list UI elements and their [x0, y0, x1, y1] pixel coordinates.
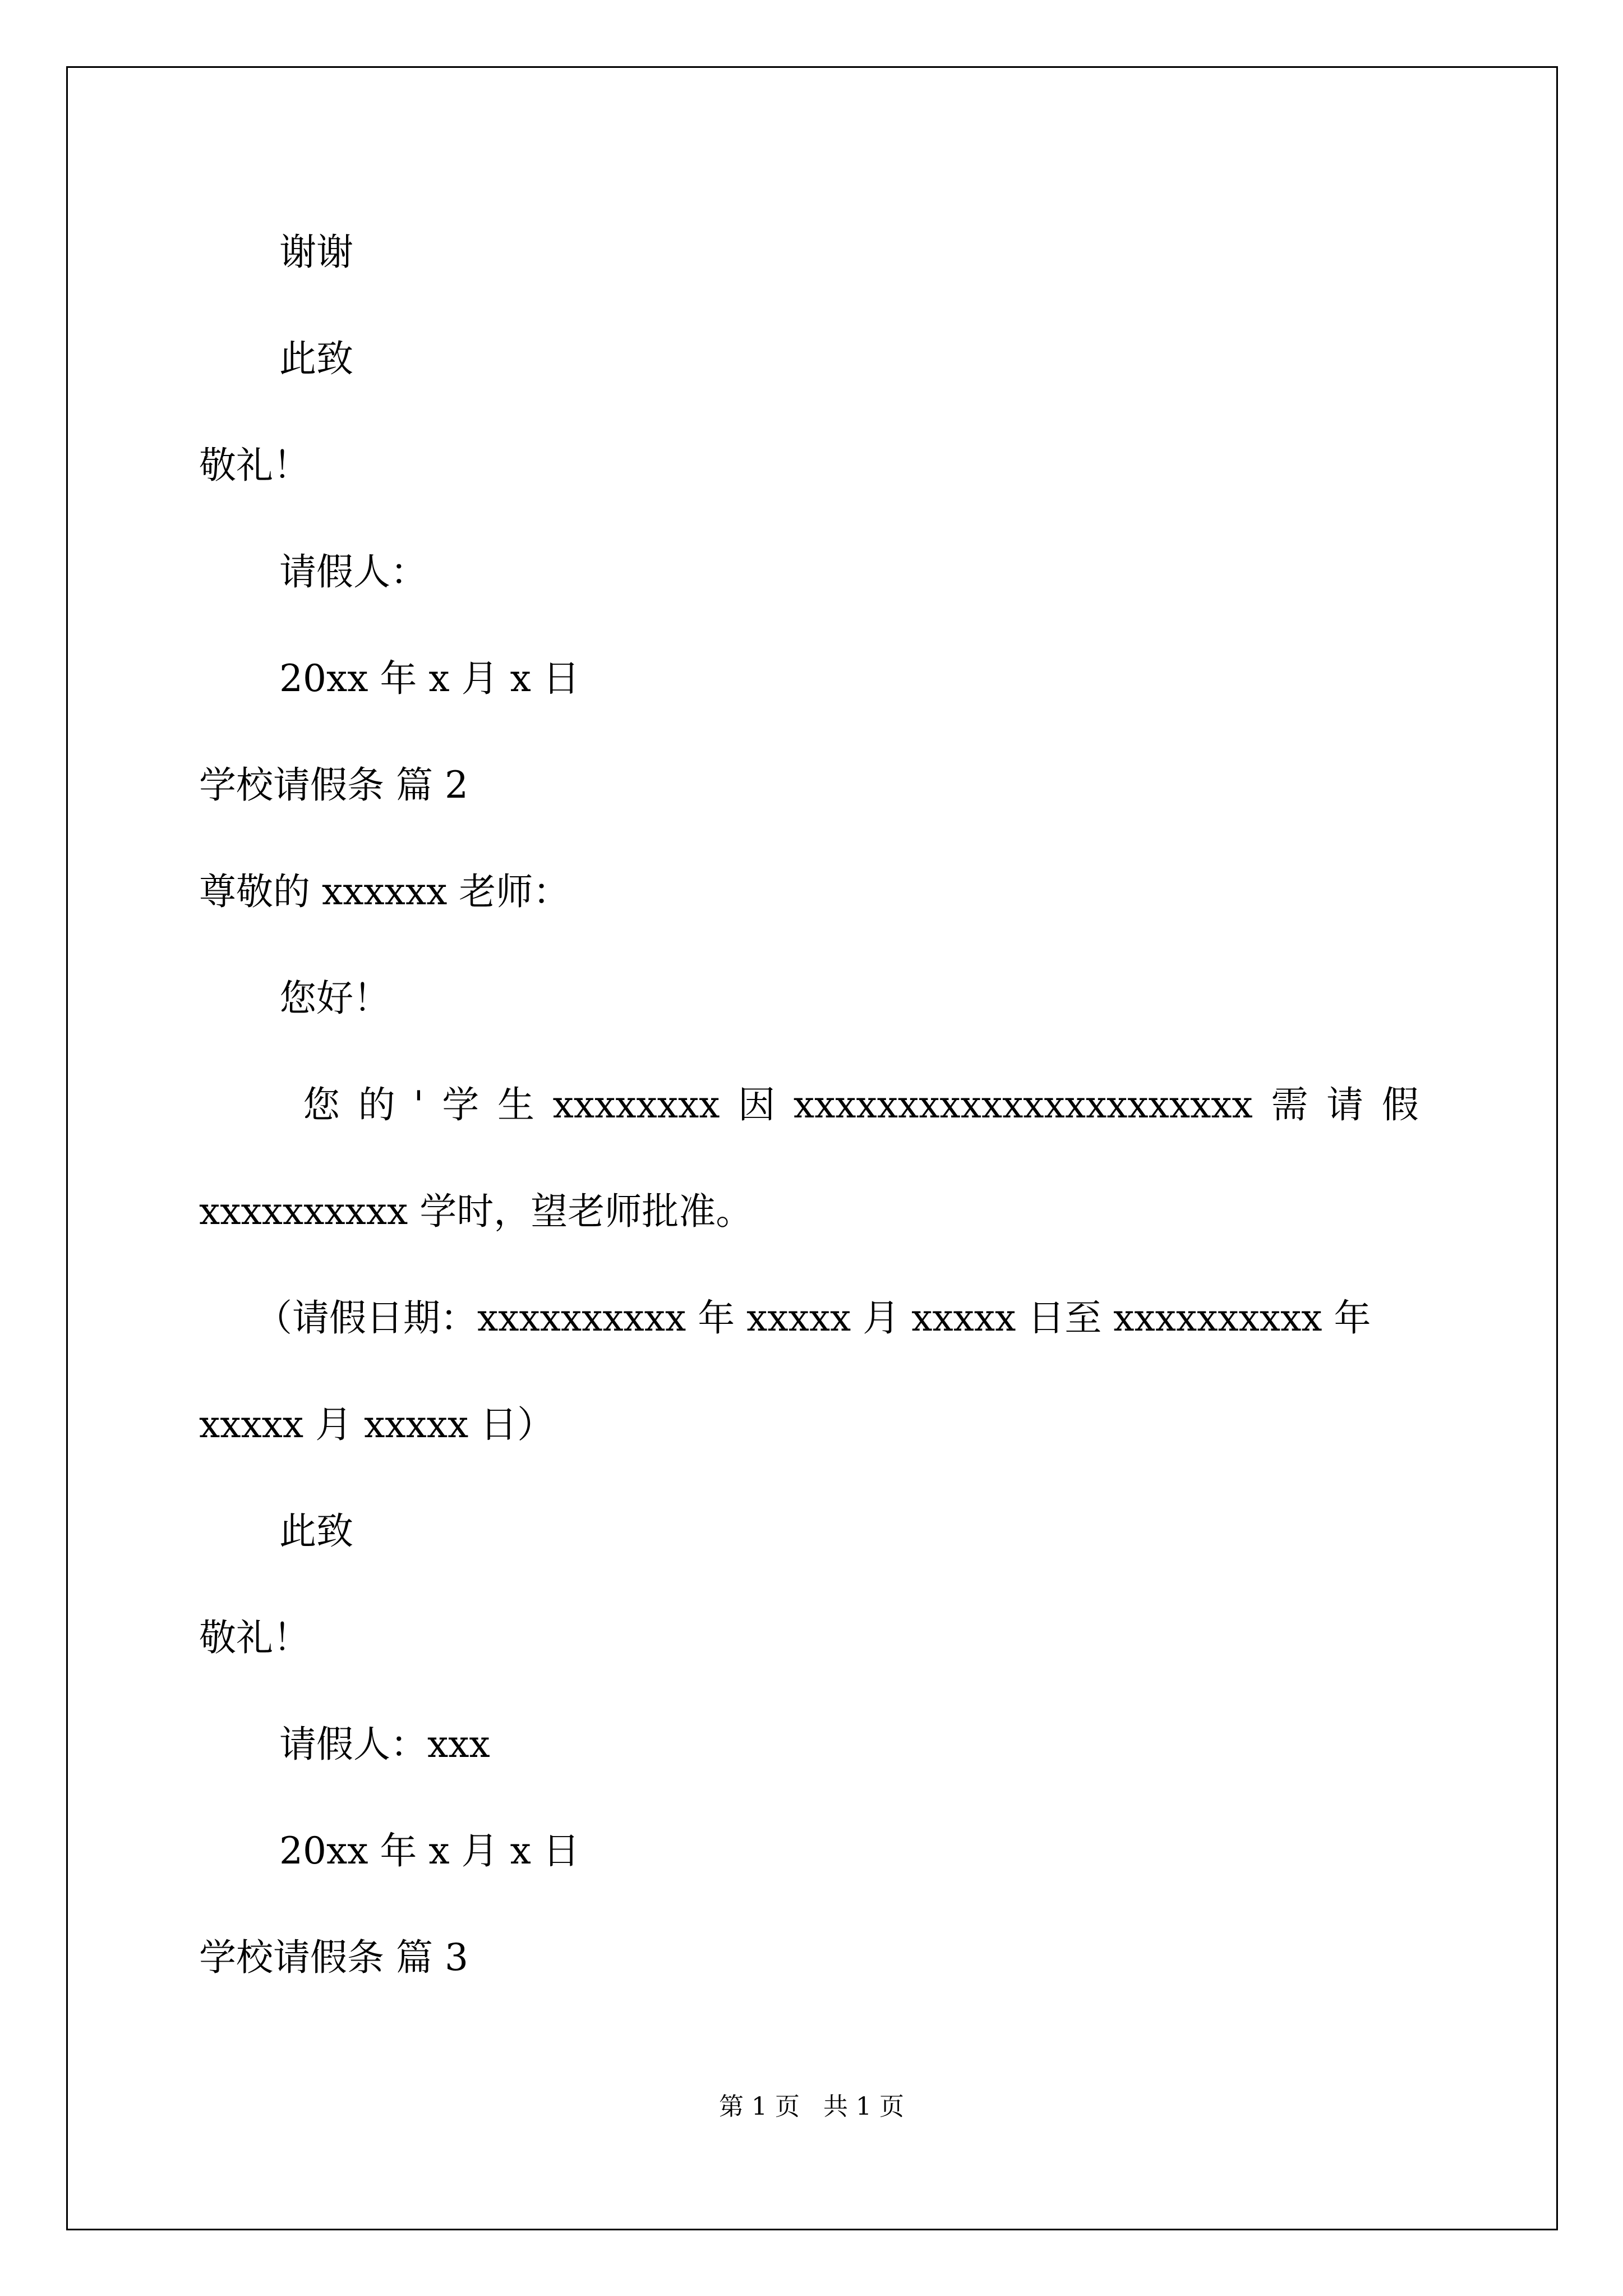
salutation: 尊敬的 xxxxxx 老师： [199, 870, 570, 913]
word: 因 [738, 1083, 776, 1126]
date-line: 20xx 年 x 月 x 日 [279, 657, 580, 700]
body-line: xxxxx 月 xxxxx 日） [199, 1403, 555, 1446]
word: 的 [358, 1083, 395, 1126]
date-line: 20xx 年 x 月 x 日 [279, 1829, 580, 1872]
word: 学 [442, 1083, 479, 1126]
text-line: 敬礼！ [199, 444, 310, 487]
section-heading: 学校请假条 篇 3 [199, 1936, 468, 1979]
word: xxxxxxxxxxxxxxxxxxxxxx [793, 1083, 1253, 1126]
page-footer: 第 1 页 共 1 页 [719, 2092, 904, 2121]
text-line: 此致 [279, 1510, 353, 1553]
word: 需 [1271, 1083, 1308, 1126]
page-border [66, 66, 1558, 2230]
greeting: 您好！ [279, 977, 390, 1020]
text-line: 敬礼！ [199, 1616, 310, 1659]
word: 您 [303, 1083, 340, 1126]
body-line: （请假日期：xxxxxxxxxx 年 xxxxx 月 xxxxx 日至 xxxxxxxxxx 年 [255, 1296, 1371, 1340]
body-line-justified [199, 1083, 1419, 1128]
word: 请 [1326, 1083, 1364, 1126]
text-line: 此致 [279, 337, 353, 380]
word: ' [413, 1083, 424, 1126]
signature-line: 请假人：xxx [279, 1723, 490, 1766]
word: 假 [1381, 1083, 1419, 1126]
body-line: xxxxxxxxxx 学时，望老师批准。 [199, 1190, 753, 1233]
word: 生 [497, 1083, 534, 1126]
text-line: 谢谢 [279, 231, 353, 274]
text-line: 请假人： [279, 550, 427, 593]
section-heading: 学校请假条 篇 2 [199, 763, 468, 807]
word: xxxxxxxx [552, 1083, 720, 1126]
